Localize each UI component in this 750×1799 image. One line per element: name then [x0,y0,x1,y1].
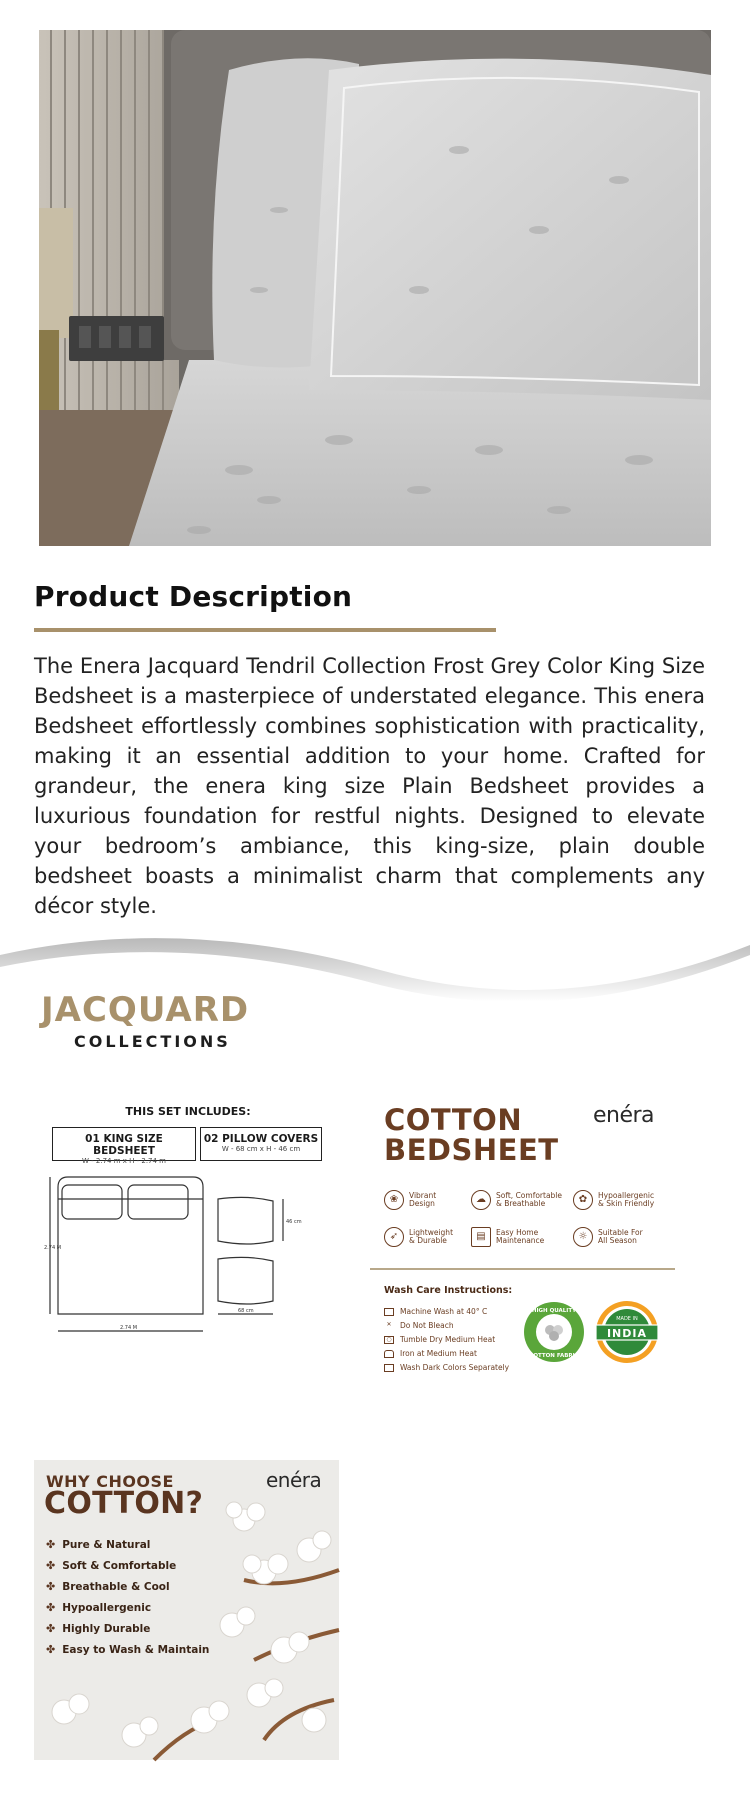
bedsheet-box [52,1127,196,1165]
badge-india-top: MADE IN [616,1316,638,1322]
feature-vibrant-design: ❀ Vibrant Design [384,1190,436,1210]
vibrant-design-icon: ❀ [384,1190,404,1210]
badge-quality-top: HIGH QUALITY [531,1308,577,1314]
maintenance-icon: ▤ [471,1227,491,1247]
cotton-title-line1: COTTON [384,1103,523,1137]
sun-icon: ☼ [573,1227,593,1247]
wash-item: Iron at Medium Heat [384,1349,477,1358]
why-line2: COTTON? [44,1486,204,1521]
why-item: ✤ Soft & Comfortable [46,1559,177,1572]
why-cotton-card [34,1460,339,1760]
wash-dark-icon [384,1364,394,1372]
soft-icon: ☁ [471,1190,491,1210]
iron-icon [384,1350,394,1358]
bedsheet-dims: W - 2.74 m x H - 2.74 m [82,1157,166,1165]
wash-care-title: Wash Care Instructions: [384,1285,513,1296]
badge-india-main: INDIA [606,1327,648,1340]
tumble-dry-icon: ○ [384,1336,394,1344]
no-bleach-icon: ✕ [386,1320,392,1328]
feather-icon: ➶ [384,1227,404,1247]
pillow-label: 02 PILLOW COVERS [203,1133,319,1145]
pillow-height-label: 46 cm [286,1219,302,1225]
clover-icon: ✤ [46,1580,56,1593]
pillow-width-label: 68 cm [238,1308,254,1314]
wash-item: ✕ Do Not Bleach [384,1321,454,1330]
product-photo [39,30,711,546]
feature-lightweight: ➶ Lightweight & Durable [384,1227,453,1247]
wash-item: ○ Tumble Dry Medium Heat [384,1335,495,1344]
why-item: ✤ Hypoallergenic [46,1601,152,1614]
description-title: Product Description [34,580,353,613]
feature-soft: ☁ Soft, Comfortable & Breathable [471,1190,562,1210]
badge-quality-bottom: COTTON FABRIC [529,1353,579,1359]
collection-title: JACQUARD [41,990,250,1030]
set-heading: THIS SET INCLUDES: [125,1105,251,1118]
title-underline [34,628,496,632]
clover-icon: ✤ [46,1643,56,1656]
card-divider [370,1268,675,1270]
bed-outline-drawing [44,1169,328,1369]
feature-hypoallergenic: ✿ Hypoallergenic & Skin Friendly [573,1190,654,1210]
description-body: The Enera Jacquard Tendril Collection Frost Grey Color King Size Bedsheet is a masterpiece of understated elegance. This enera Bedsheet effortlessly combines sophistication with practicality, making it an essential addition to your home. Crafted for grandeur, the enera king size Plain Bedsheet provides a luxurious foundation for restful nights. Designed to elevate your bedroom’s ambiance, this king-size, plain double bedsheet boasts a minimalist charm that complements any décor style. [34,654,705,918]
clover-icon: ✤ [46,1601,56,1614]
wash-item: Machine Wash at 40° C [384,1307,487,1316]
made-in-india-badge [592,1298,662,1366]
clover-icon: ✤ [46,1622,56,1635]
why-item: ✤ Easy to Wash & Maintain [46,1643,210,1656]
why-item: ✤ Breathable & Cool [46,1580,170,1593]
brand-logo: enéra [593,1103,655,1128]
why-item: ✤ Pure & Natural [46,1538,151,1551]
feature-all-season: ☼ Suitable For All Season [573,1227,643,1247]
why-line1: WHY CHOOSE [46,1472,174,1491]
set-includes-diagram [44,1105,328,1375]
why-brand-logo: enéra [266,1468,322,1492]
bedsheet-label: 01 KING SIZE BEDSHEET [85,1133,163,1157]
wash-tub-icon [384,1308,394,1316]
bed-width-label: 2.74 M [120,1325,138,1331]
bed-height-label: 2.74 M [44,1245,62,1251]
collection-subtitle: COLLECTIONS [74,1032,231,1051]
feature-maintenance: ▤ Easy Home Maintenance [471,1227,544,1247]
clover-icon: ✤ [46,1538,56,1551]
why-item: ✤ Highly Durable [46,1622,151,1635]
hypoallergenic-icon: ✿ [573,1190,593,1210]
wash-item: Wash Dark Colors Separately [384,1363,509,1372]
pillow-box [200,1127,322,1161]
pillow-dims: W - 68 cm x H - 46 cm [221,1145,301,1153]
high-quality-cotton-badge [522,1300,586,1364]
clover-icon: ✤ [46,1559,56,1572]
cotton-title-line2: BEDSHEET [384,1133,559,1167]
cotton-bedsheet-card [370,1095,680,1385]
